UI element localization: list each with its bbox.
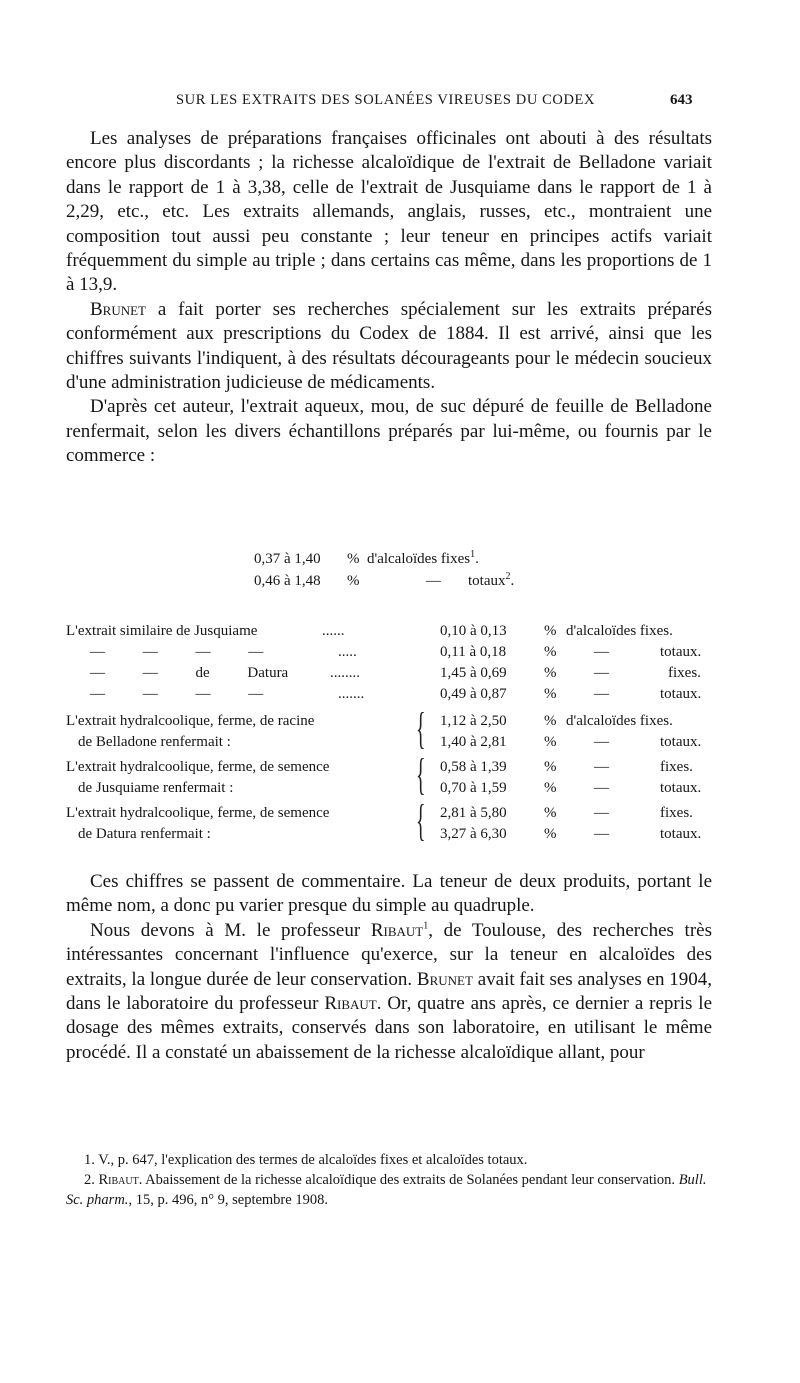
paragraph: D'après cet auteur, l'extrait aqueux, mou, de suc dépuré de feuille de Belladone renfermait, selon les divers échantillons préparés par lui-même, ou fournis par le commerce :	[66, 396, 712, 467]
percent: %	[544, 780, 557, 796]
running-head	[0, 92, 800, 112]
ditto-dash: —	[426, 573, 441, 589]
table-row	[66, 802, 716, 824]
author-name: Ribaut	[324, 993, 377, 1015]
range: 3,27 à 6,30	[440, 826, 507, 842]
journal-title: Bull. Sc. pharm.	[66, 1172, 707, 1208]
paragraph: Nous devons à M. le professeur Ribaut$^1$, de Toulouse, des recherches très intéressantes concernant l'influence qu'exerce, sur la teneur en alcaloïdes des extraits, la longue durée de leur conservation. Brunet avait fait ses analyses en 1904, dans le laboratoire du professeur Ribaut. Or, quatre ans après, ce dernier a repris le dosage des mêmes extraits, conservés dans son laboratoire, en utilisant le même procédé. Il a constaté un abaissement de la richesse alcaloïdique allant, pour	[66, 919, 713, 1063]
range: 0,58 à 1,39	[440, 759, 507, 775]
table-row	[66, 662, 716, 684]
kind: fixes.	[668, 665, 701, 681]
author-name: Brunet	[416, 968, 473, 990]
kind: d'alcaloïdes fixes.	[566, 623, 673, 639]
table-row	[66, 756, 716, 778]
kind: fixes.	[660, 805, 693, 821]
footnotes	[66, 1150, 716, 1210]
percent: %	[544, 644, 557, 660]
row-label: de Datura renfermait :	[78, 826, 211, 842]
kind: fixes.	[660, 759, 693, 775]
result-line	[254, 548, 574, 570]
ditto-dash: —	[594, 644, 609, 660]
range: 0,37 à 1,40	[254, 551, 321, 567]
footnote-ref: 1	[423, 920, 429, 932]
row-label: L'extrait hydralcoolique, ferme, de racine	[66, 713, 315, 729]
author-name: Ribaut	[98, 1172, 139, 1188]
footnote-ref: 1	[470, 549, 476, 560]
footnote: 2. Ribaut. Abaissement de la richesse alcaloïdique des extraits de Solanées pendant leur conservation. Bull. Sc. pharm., 15, p. 496, n° 9, septembre 1908.	[66, 1172, 707, 1208]
ditto-dash: —	[594, 805, 609, 821]
paragraph: Les analyses de préparations françaises officinales ont abouti à des résultats encore plus discordants ; la richesse alcaloïdique de l'extrait de Belladone variait dans le rapport de 1 à 3,38, celle de l'extrait de Jusquiame dans le rapport de 1 à 2,29, etc., etc. Les extraits allemands, anglais, russes, etc., montraient une composition tout aussi peu constante ; leur teneur en principes actifs variait fréquemment du simple au triple ; dans certains cas même, dans les proportions de 1 à 13,9.	[66, 128, 712, 296]
leader-dots: ........	[330, 665, 360, 681]
ditto-dash: —	[594, 780, 609, 796]
kind: totaux.	[660, 686, 702, 702]
percent: %	[544, 665, 557, 681]
range: 0,49 à 0,87	[440, 686, 507, 702]
ditto-dash: —	[594, 665, 609, 681]
author-name: Brunet	[90, 298, 147, 320]
belladone-results	[254, 548, 574, 592]
row-label: — — — —	[90, 686, 264, 702]
table-row	[66, 683, 716, 705]
page-number: 643	[670, 92, 693, 108]
kind: totaux.	[660, 644, 702, 660]
percent: %	[544, 826, 557, 842]
table-row	[66, 823, 716, 845]
result-line	[254, 570, 574, 592]
table-row	[66, 641, 716, 663]
description: d'alcaloïdes fixes$^1$.	[367, 549, 479, 567]
footnote-mark: 1.	[84, 1152, 95, 1168]
row-label: L'extrait similaire de Jusquiame	[66, 623, 258, 639]
row-label: de Belladone renfermait :	[78, 734, 231, 750]
percent: %	[347, 551, 360, 567]
extracts-table	[66, 620, 716, 850]
footnote: 1. V., p. 647, l'explication des termes de alcaloïdes fixes et alcaloïdes totaux.	[84, 1152, 528, 1168]
footnote-ref: 2	[505, 571, 511, 582]
running-title: SUR LES EXTRAITS DES SOLANÉES VIREUSES DU CODEX	[176, 92, 596, 108]
kind: totaux.	[660, 780, 702, 796]
body-text-lower	[66, 870, 712, 1065]
range: 1,12 à 2,50	[440, 713, 507, 729]
row-label: L'extrait hydralcoolique, ferme, de semence	[66, 759, 330, 775]
row-label: — — — —	[90, 644, 264, 660]
paragraph	[66, 298, 712, 396]
percent: %	[347, 573, 360, 589]
percent: %	[544, 686, 557, 702]
leader-dots: ......	[322, 623, 345, 639]
table-row	[66, 710, 716, 732]
brace: {	[416, 750, 426, 799]
leader-dots: .......	[338, 686, 365, 702]
description: totaux$^2$.	[468, 571, 515, 589]
range: 0,46 à 1,48	[254, 573, 321, 589]
ditto-dash: —	[594, 686, 609, 702]
table-row	[66, 620, 716, 642]
body-text-upper	[66, 127, 712, 469]
range: 1,40 à 2,81	[440, 734, 507, 750]
ditto-dash: —	[594, 826, 609, 842]
percent: %	[544, 713, 557, 729]
row-label: L'extrait hydralcoolique, ferme, de semence	[66, 805, 330, 821]
percent: %	[544, 805, 557, 821]
range: 0,70 à 1,59	[440, 780, 507, 796]
table-row	[66, 777, 716, 799]
ditto-dash: —	[594, 759, 609, 775]
footnote-mark: 2.	[84, 1172, 95, 1188]
brace: {	[416, 704, 426, 753]
row-label: — — de Datura	[90, 665, 289, 681]
range: 2,81 à 5,80	[440, 805, 507, 821]
range: 0,11 à 0,18	[440, 644, 507, 660]
range: 0,10 à 0,13	[440, 623, 507, 639]
kind: totaux.	[660, 826, 702, 842]
percent: %	[544, 623, 557, 639]
table-row	[66, 731, 716, 753]
percent: %	[544, 734, 557, 750]
leader-dots: .....	[338, 644, 357, 660]
ditto-dash: —	[594, 734, 609, 750]
percent: %	[544, 759, 557, 775]
kind: d'alcaloïdes fixes.	[566, 713, 673, 729]
author-name: Ribaut	[370, 919, 424, 941]
kind: totaux.	[660, 734, 702, 750]
paragraph-text: a fait porter ses recherches spécialement sur les extraits préparés conformément aux prescriptions du Codex de 1884. Il est arrivé, ainsi que les chiffres suivants l'indiquent, à des résultats décourageants pour le médecin soucieux d'une administration judicieuse de médicaments.	[66, 298, 712, 394]
range: 1,45 à 0,69	[440, 665, 507, 681]
paragraph: Ces chiffres se passent de commentaire. La teneur de deux produits, portant le même nom, a donc pu varier presque du simple au quadruple.	[66, 871, 712, 917]
row-label: de Jusquiame renfermait :	[78, 780, 234, 796]
brace: {	[416, 796, 426, 845]
